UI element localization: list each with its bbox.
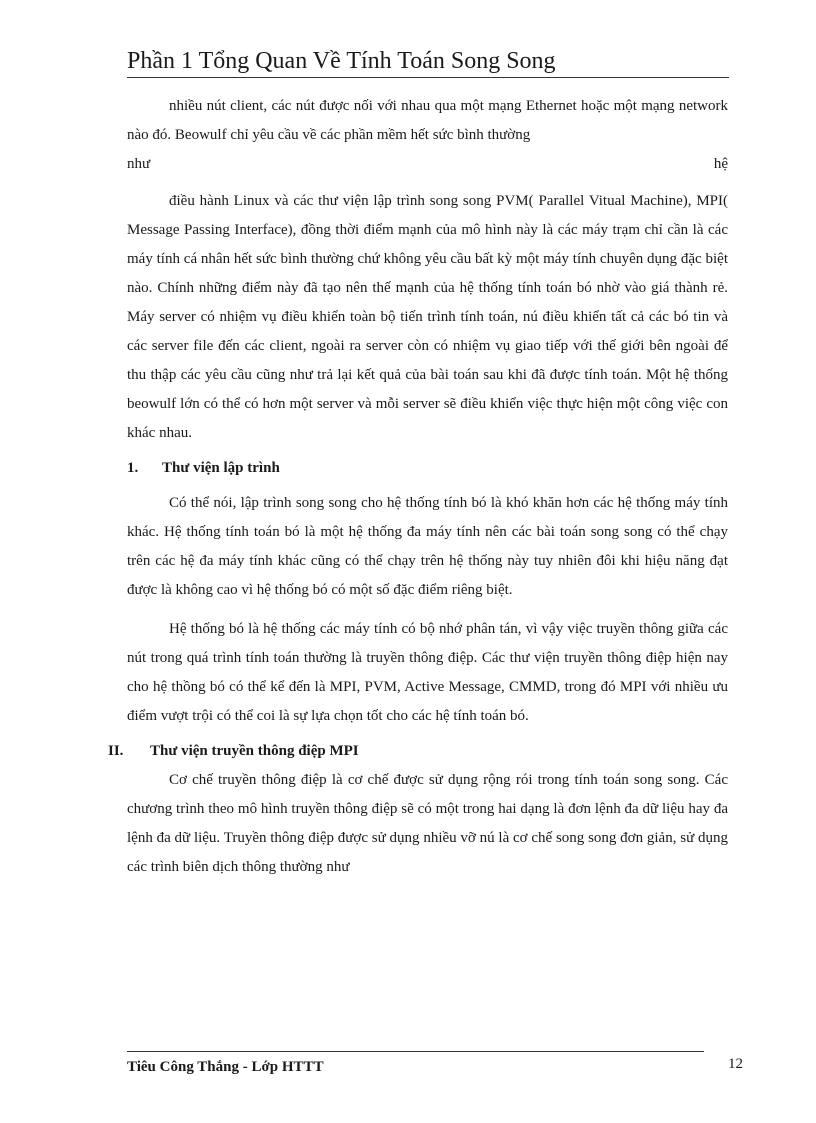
document-body [108, 92, 728, 882]
footer-author: Tiêu Công Thắng - Lớp HTTT [127, 1059, 324, 1075]
split-word-left: như [127, 156, 151, 172]
paragraph-4: Hệ thống bó là hệ thống các máy tính có bộ nhớ phân tán, vì vậy việc truyền thông giữa các nút trong quá trình tính toán thường là truyền thông điệp. Các thư viện truyền thông điệp hiện nay cho hệ thồng bó có thể kể đến là MPI, PVM, Active Message, CMMD, trong đó MPI với nhiều ưu điểm vượt trội có thể coi là sự lựa chọn tốt cho các hệ tính toán bó. [127, 621, 728, 724]
paragraph-5: Cơ chế truyền thông điệp là cơ chế được sử dụng rộng rói trong tính toán song song. Các chương trình theo mô hình truyền thông điệp sẽ có một trong hai dạng là đơn lệnh đa dữ liệu hay đa lệnh đa dữ liệu. Truyền thông điệp được sử dụng nhiều vỡ nú là cơ chế song song đơn giản, sử dụng các trình biên dịch thông thường như [127, 772, 728, 875]
page-title: Phần 1 Tổng Quan Về Tính Toán Song Song [127, 48, 556, 74]
section-title: Thư viện lập trình [162, 460, 280, 476]
paragraph-1: nhiều nút client, các nút được nối với nhau qua một mạng Ethernet hoặc một mạng network nào đó. Beowulf chỉ yêu cầu về các phần mềm hết sức bình thường [127, 98, 728, 143]
section-heading-1 [127, 454, 728, 483]
paragraph-1-split-line [127, 150, 728, 179]
section-number: 1. [127, 460, 139, 476]
footer-divider [127, 1051, 704, 1052]
page-header [127, 46, 729, 78]
split-word-right: hệ [713, 156, 728, 172]
paragraph-2: điều hành Linux và các thư viện lập trình song song PVM( Parallel Vitual Machine), MPI( Message Passing Interface), đồng thời điểm mạnh của mô hình này là các máy trạm chỉ cần là các máy tính cá nhân hết sức bình thường chứ không yêu cầu bất kỳ một máy tính chuyên dụng đặc biệt nào. Chính những điểm này đã tạo nên thế mạnh của hệ thống tính toán bó nhờ vào giá thành rẻ. Máy server có nhiệm vụ điều khiển toàn bộ tiến trình tính toán, nú điều khiển tất cả các bó tin và các server file đến các client, ngoài ra server còn có nhiệm vụ giao tiếp với thế giới bên ngoài để thu thập các yêu cầu cũng như trả lại kết quả của bài toán sau khi đã được tính toán. Một hệ thống beowulf lớn có thể có hơn một server và mỗi server sẽ điều khiển việc thực hiện một công việc con khác nhau. [127, 193, 728, 441]
paragraph-3: Có thể nói, lập trình song song cho hệ thống tính bó là khó khăn hơn các hệ thống máy tính khác. Hệ thống tính toán bó là một hệ thống đa máy tính nên các bài toán song song có thể chạy trên các hệ đa máy tính khác cũng có thể chạy trên hệ thống này tuy nhiên đôi khi hiệu năng đạt được là không cao vì hệ thống bó có một số đặc điểm riêng biệt. [127, 495, 728, 598]
section-number: II. [108, 743, 124, 759]
page-number: 12 [728, 1056, 743, 1072]
section-title: Thư viện truyền thông điệp MPI [150, 743, 359, 759]
section-heading-2 [108, 737, 728, 766]
